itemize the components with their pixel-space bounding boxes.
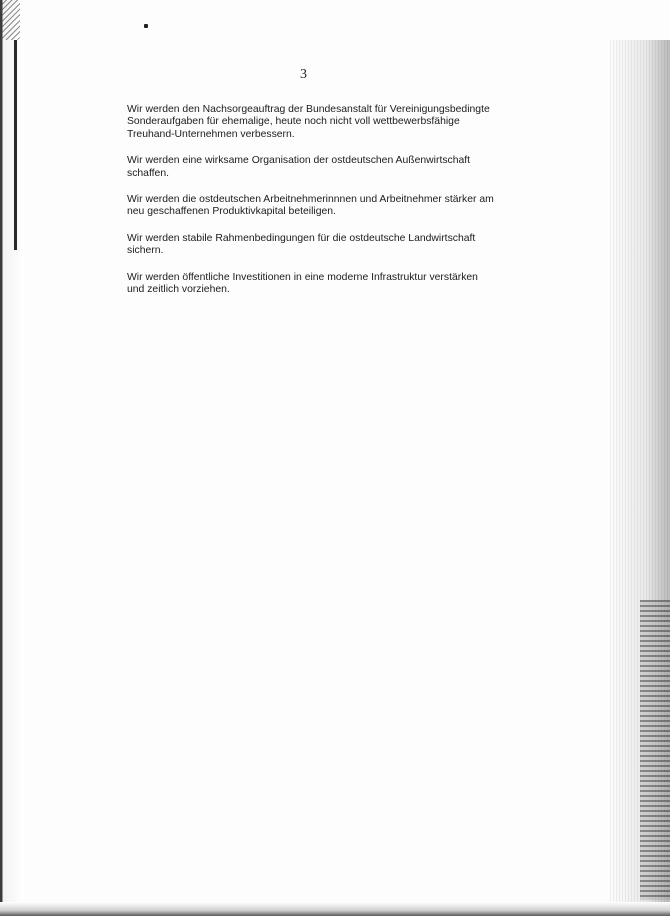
page-number: 3 [300, 67, 307, 82]
paragraph-produktivkapital: Wir werden die ostdeutschen Arbeitnehmerinnnen und Arbeitnehmer stärker am neu geschaffenen Produktivkapital beteiligen. [127, 194, 494, 218]
paragraph-infrastruktur: Wir werden öffentliche Investitionen in eine moderne Infrastruktur verstärken und zeitlich vorziehen. [127, 271, 478, 296]
paragraph-landwirtschaft: Wir werden stabile Rahmenbedingungen für die ostdeutsche Landwirtschaft sichern. [127, 232, 476, 257]
scan-left-edge [0, 0, 24, 916]
paragraph-treuhand: Wir werden den Nachsorgeauftrag der Bundesanstalt für Vereinigungsbedingte Sonderaufgaben für ehemalige, heute noch nicht voll wettbewerbsfähige Treuhand-Unternehmen verbessern. [127, 104, 490, 140]
scan-speck [144, 24, 148, 28]
paragraph-aussenwirtschaft: Wir werden eine wirksame Organisation der ostdeutschen Außenwirtschaft schaffen. [127, 155, 471, 179]
document-body [127, 104, 537, 310]
scan-binding-mark [14, 40, 17, 250]
scan-bottom-edge [0, 902, 670, 916]
scan-right-shadow [640, 600, 670, 900]
scan-corner-artifact [0, 0, 20, 40]
